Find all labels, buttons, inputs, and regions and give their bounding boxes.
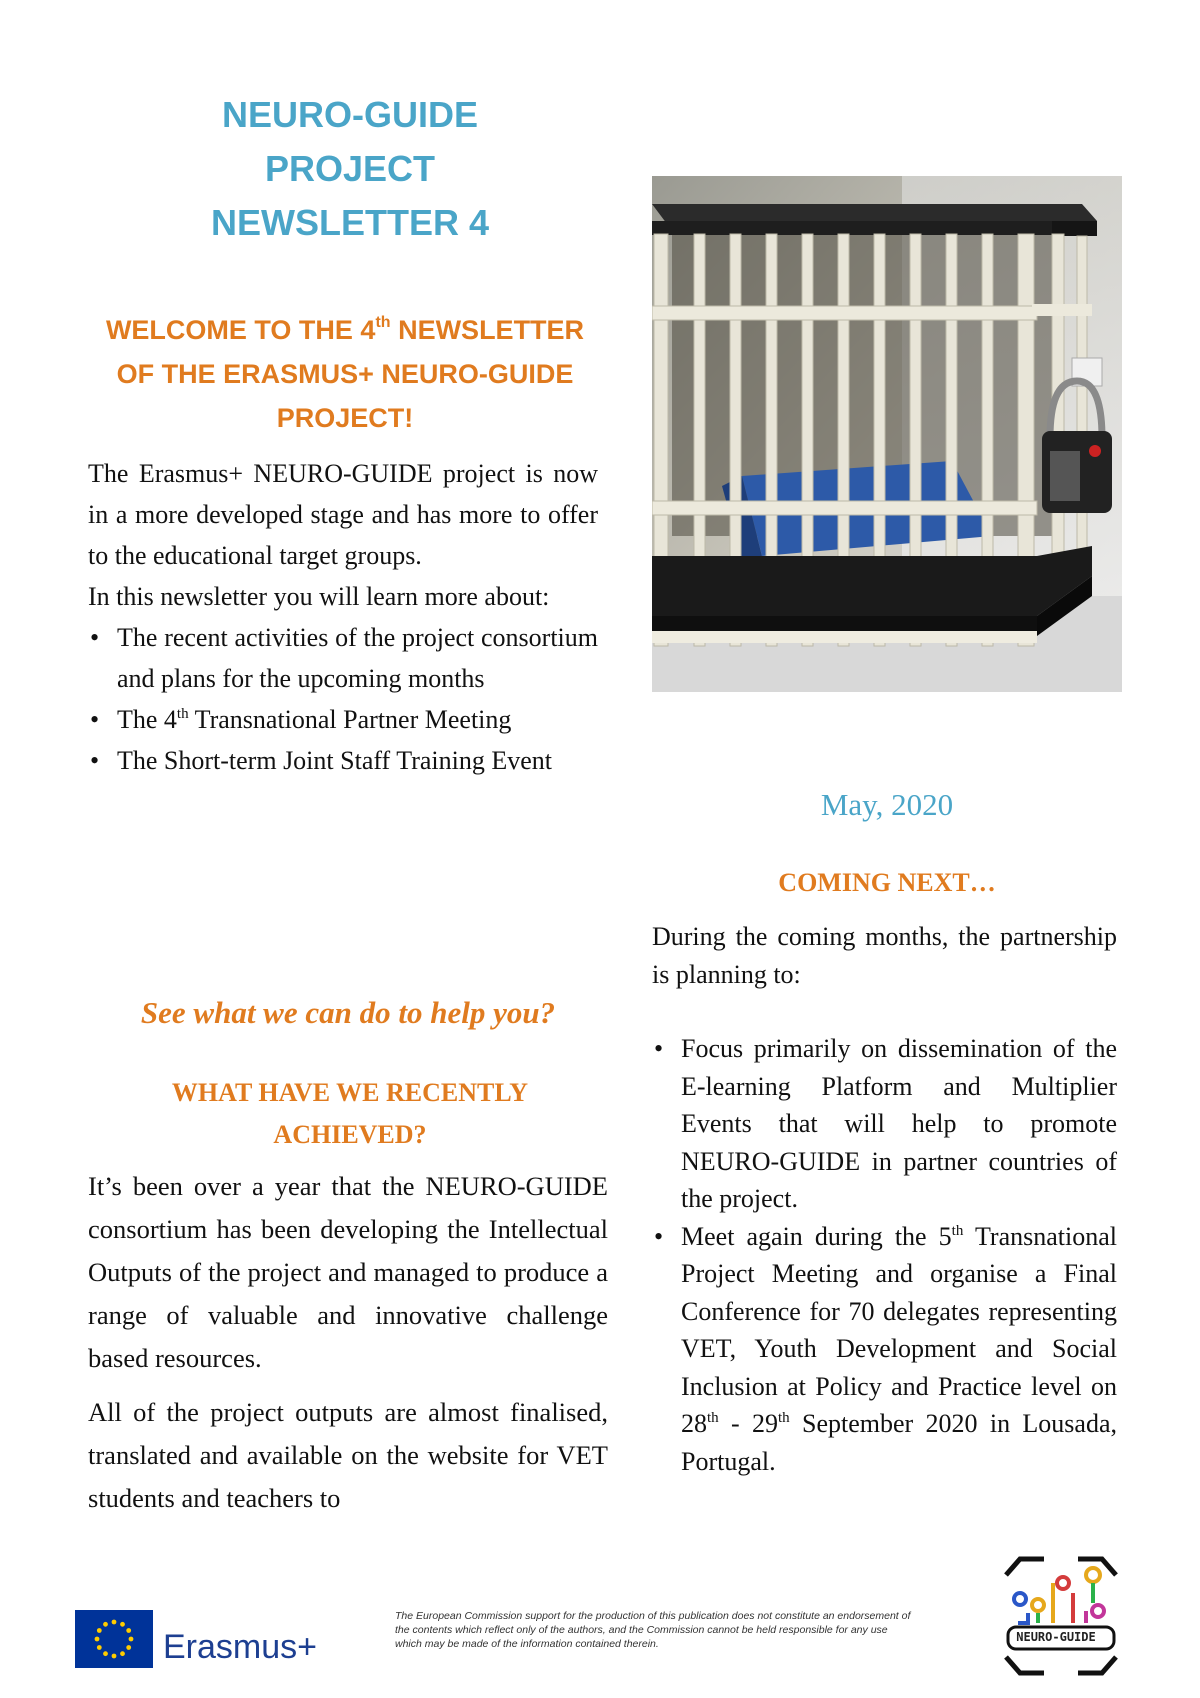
coming-next-heading: COMING NEXT… — [778, 868, 996, 897]
achieved-paragraph-1: It’s been over a year that the NEURO-GUIDE consortium has been developing the Intellectual Outputs of the project and managed to produce a range of valuable and innovative challenge based resources. — [88, 1171, 608, 1373]
title-line-3: NEWSLETTER 4 — [210, 202, 489, 243]
erasmus-plus-label: Erasmus+ — [163, 1628, 317, 1666]
list-item: • The recent activities of the project consortium and plans for the upcoming months — [88, 617, 598, 699]
disclaimer-text: The European Commission support for the production of this publication does not constitute an endorsement of the contents which reflect only of the authors, and the Commission cannot be held responsible for any use which may be made of the information contained therein. — [395, 1610, 911, 1650]
eu-flag-icon — [75, 1610, 153, 1668]
list-item: • The 4th Transnational Partner Meeting — [88, 699, 598, 740]
neuro-guide-logo-icon — [998, 1553, 1124, 1679]
bullet-icon: • — [654, 1221, 664, 1251]
intro-lead: In this newsletter you will learn more about: — [88, 582, 550, 611]
bullet-icon: • — [90, 623, 100, 652]
achieved-paragraph-2: All of the project outputs are almost finalised, translated and available on the website for VET students and teachers to — [88, 1397, 608, 1513]
bullet-icon: • — [654, 1034, 664, 1063]
bullet-icon: • — [90, 705, 100, 734]
phone-cage-photo — [652, 176, 1122, 692]
welcome-heading: WELCOME TO THE 4th NEWSLETTER OF THE ERASMUS+ NEURO-GUIDE PROJECT! — [105, 314, 585, 433]
achieved-section — [88, 1165, 608, 1531]
achieved-heading: WHAT HAVE WE RECENTLY ACHIEVED? — [171, 1078, 529, 1149]
logo-label: NEURO-GUIDE — [1016, 1630, 1096, 1644]
title-line-1: NEURO-GUIDE — [221, 94, 478, 135]
intro-bullet-list — [88, 617, 598, 781]
coming-next-lead: During the coming months, the partnership is planning to: — [652, 922, 1117, 989]
title-line-2: PROJECT — [264, 148, 436, 189]
newsletter-title — [150, 88, 550, 250]
bullet-icon: • — [90, 746, 100, 775]
intro-section — [88, 453, 598, 781]
list-item: • Focus primarily on dissemination of the E-learning Platform and Multiplier Events that will help to promote NEURO-GUIDE in partner countries of the project. — [652, 1030, 1117, 1218]
intro-paragraph: The Erasmus+ NEURO-GUIDE project is now in a more developed stage and has more to offer to the educational target groups. — [88, 459, 598, 570]
tagline: See what we can do to help you? — [140, 995, 556, 1030]
list-item: • Meet again during the 5th Transnational Project Meeting and organise a Final Conference for 70 delegates representing VET, Youth Development and Social Inclusion at Policy and Practice level on 28th - 29th September 2020 in Lousada, Portugal. — [652, 1218, 1117, 1481]
newsletter-date: May, 2020 — [820, 787, 954, 822]
list-item: • The Short-term Joint Staff Training Event — [88, 740, 598, 781]
coming-next-bullet-list — [652, 1030, 1117, 1480]
coming-next-section — [652, 918, 1117, 1480]
